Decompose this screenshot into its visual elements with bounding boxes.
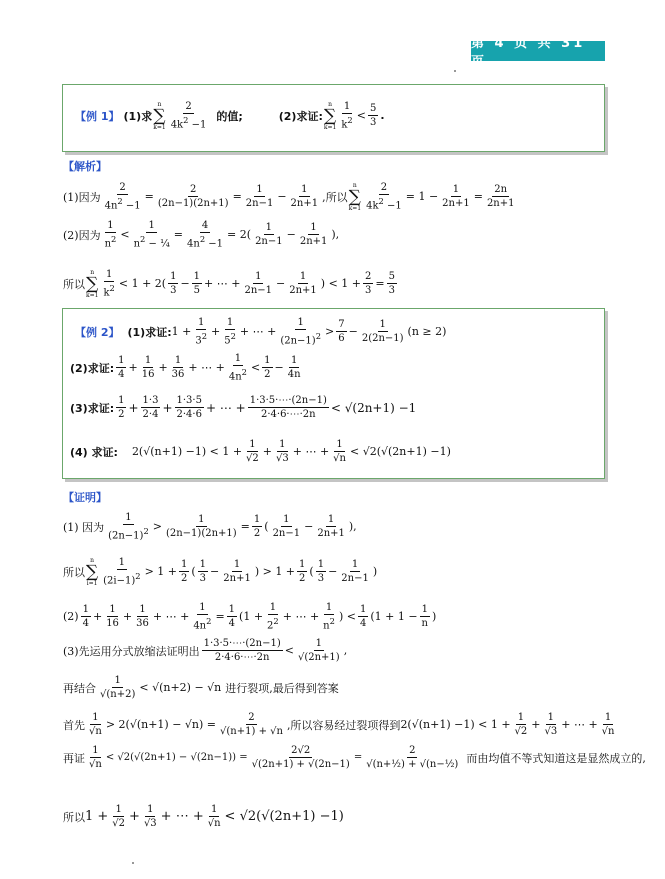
analysis-line-2 — [63, 219, 339, 250]
ex2-part3-formula: $\frac{1}{2}$ + $\frac{1\cdot 3}{2\cdot 4}$ + $\frac{1\cdot 3\cdot 5}{2\cdot 4\cdot 6}$ + ⋯ + $\frac{1\cdot 3\cdot 5\cdot\cdots\cdot(2n-1)}{2\cdot 4\cdot 6\cdot\cdots\cdot 2n}$ < √(2n+1) −1 — [118, 395, 417, 420]
proof-line2-prefix: 所以 — [63, 565, 85, 579]
ex2-part2-formula: $\frac{1}{4}$ + $\frac{1}{16}$ + $\frac{1}{36}$ + ⋯ + $\frac{1}{4n^2}$ < $\frac{1}{2}$ − $\frac{1}{4n}$ — [118, 353, 301, 383]
proof-line8-prefix: 所以 — [63, 810, 85, 824]
proof-line7-prefix: 再证 — [63, 751, 85, 765]
proof-line-5 — [63, 674, 339, 701]
analysis-line2-prefix: (2)因为 — [63, 228, 101, 242]
ex1-part1-formula: n ∑ k=1 $\frac{2}{4k^2 -1}$ — [153, 100, 207, 131]
proof-line6-mid: ,所以容易经过裂项得到 — [286, 718, 401, 732]
proof-line1-formula: $\frac{1}{(2n-1)^2}$ > $\frac{1}{(2n-1)(2n+1)}$ = $\frac{1}{2}$ ( $\frac{1}{2n-1}$ − $\frac{1}{2n+1}$ ) — [108, 512, 354, 542]
page-number-badge: 第 4 页 共 31 页 — [471, 41, 605, 61]
analysis-line-3 — [63, 268, 399, 299]
analysis-line2-formula: $\frac{1}{n^2}$ < $\frac{1}{n^2 - \frac{1}{4}}$ = $\frac{4}{4n^2 -1}$ = 2( $\frac{1}{2n-1}$ − $\frac{1}{2n+1}$ ) — [104, 220, 336, 250]
proof-line5-formula: $\frac{1}{√(n+2)}$ < √(n+2) − √n — [100, 675, 222, 700]
example-1-tag: 【例 1】 — [75, 109, 120, 123]
ex1-part2-prefix: (2)求证: — [278, 109, 323, 123]
example-1-content — [75, 100, 385, 131]
proof-line-3 — [63, 601, 436, 632]
analysis-tag: 【解析】 — [63, 160, 107, 173]
ex2-part3-label: (3)求证: — [70, 401, 115, 415]
analysis-line1-prefix: (1)因为 — [63, 190, 101, 204]
proof-line-7 — [63, 744, 646, 771]
proof-line8-formula: 1 + $\frac{1}{√2}$ + $\frac{1}{√3}$ + ⋯ + $\frac{1}{√n}$ < √2(√(2n+1) −1) — [85, 804, 344, 829]
proof-line7-suffix: 而由均值不等式知道这是显然成立的, — [466, 751, 646, 765]
ex2-part4-formula: 2(√(n+1) −1) < 1 + $\frac{1}{√2}$ + $\frac{1}{√3}$ + ⋯ + $\frac{1}{√n}$ < √2(√(2n+1) −1) — [131, 439, 451, 464]
ex2-part-4 — [70, 438, 451, 465]
ex2-part-2 — [70, 352, 305, 383]
analysis-line2-end: , — [335, 228, 340, 242]
ex1-end-mark: . — [380, 109, 385, 123]
analysis-line3-prefix: 所以 — [63, 277, 85, 291]
ex2-part1-label: (1)求证: — [127, 325, 172, 339]
ex2-part4-label: (4) 求证: — [70, 445, 118, 459]
proof-line5-prefix: 再结合 — [63, 681, 96, 695]
proof-tag: 【证明】 — [63, 491, 107, 504]
proof-line1-prefix: (1) 因为 — [63, 520, 105, 534]
analysis-line1-formula: $\frac{2}{4n^2 -1}$ = $\frac{2}{(2n-1)(2n+1)}$ = $\frac{1}{2n-1}$ − $\frac{1}{2n+1}$ — [104, 182, 319, 212]
ex2-part-3 — [70, 394, 416, 421]
proof-line6-formula: $\frac{1}{√n}$ > 2(√(n+1) − √n) = $\frac{2}{√(n+1) + √n}$ — [89, 712, 283, 737]
proof-line-4 — [63, 637, 347, 664]
proof-line3-formula: (2) $\frac{1}{4}$ + $\frac{1}{16}$ + $\frac{1}{36}$ + ⋯ + $\frac{1}{4n^2}$ = $\frac{1}{4}$ (1 + $\frac{1}{2^2}$ + ⋯ + $\frac{1}{n^2}$ ) < $\frac{1}{4}$ (1 + 1 − $\frac{1}{n}$ ) — [63, 602, 437, 632]
analysis-line3-formula: n ∑ k=1 $\frac{1}{k^2}$ < 1 + 2( $\frac{1}{3}$ − $\frac{1}{5}$ + ⋯ + $\frac{1}{2n-1}$ − $\frac{1}{2n+1}$ ) < 1 + $\frac{2}{3}$ = $\frac{5}{3}$ — [86, 268, 395, 299]
ex1-part2-formula: n ∑ k=1 $\frac{1}{k^2}$ < $\frac{5}{3}$ — [323, 100, 377, 131]
ex1-part1-suffix: 的值; — [216, 109, 243, 123]
ex2-part1-formula: 1 + $\frac{1}{3^2}$ + $\frac{1}{5^2}$ + ⋯ + $\frac{1}{(2n-1)^2}$ > $\frac{7}{6}$ − $\frac{1}{2(2n-1)}$ (n ≥ 2) — [171, 317, 447, 347]
proof-line1-end: , — [353, 520, 357, 534]
proof-line-2 — [63, 556, 377, 587]
proof-line-6 — [63, 711, 618, 738]
analysis-line1-mid: ,所以 — [322, 190, 348, 204]
proof-line4-end: , — [343, 644, 348, 657]
proof-line-1 — [63, 511, 357, 542]
proof-line6-formula-2: 2(√(n+1) −1) < 1 + $\frac{1}{√2}$ + $\frac{1}{√3}$ + ⋯ + $\frac{1}{√n}$ — [400, 712, 615, 737]
ex2-part2-label: (2)求证: — [70, 361, 115, 375]
example-2-tag: 【例 2】 — [75, 325, 120, 339]
decorative-dot — [132, 862, 134, 864]
decorative-dot — [454, 70, 456, 72]
analysis-line1-formula-2: n ∑ k=1 $\frac{2}{4k^2 -1}$ = 1 − $\frac{1}{2n+1}$ = $\frac{2n}{2n+1}$ — [348, 181, 515, 212]
proof-line2-formula: n ∑ i=1 $\frac{1}{(2i-1)^2}$ > 1 + $\frac{1}{2}$ ( $\frac{1}{3}$ − $\frac{1}{2n+1}$ ) > 1 + $\frac{1}{2}$ ( $\frac{1}{3}$ − $\frac{1}{2n-1}$ ) — [86, 556, 378, 587]
ex2-part-1 — [75, 316, 446, 347]
proof-line6-prefix: 首先 — [63, 718, 85, 732]
proof-line4-formula: $\frac{1\cdot 3\cdot 5\cdot\cdots\cdot(2n-1)}{2\cdot 4\cdot 6\cdot\cdots\cdot 2n}$ < $\frac{1}{√(2n+1)}$ — [203, 638, 340, 663]
proof-line5-suffix: 进行裂项,最后得到答案 — [225, 681, 339, 695]
proof-line-8 — [63, 803, 344, 830]
ex1-part1-prefix: (1)求 — [123, 109, 153, 123]
analysis-line-1 — [63, 181, 518, 212]
proof-line7-formula: $\frac{1}{√n}$ < √2(√(2n+1) − √(2n−1)) = $\frac{2√2}{√(2n+1) + √(2n-1)}$ = $\frac{2}{\text{√(n+½) + √(n−½)}}$ — [89, 745, 459, 770]
proof-line4-text: (3)先运用分式放缩法证明出 — [63, 644, 200, 658]
